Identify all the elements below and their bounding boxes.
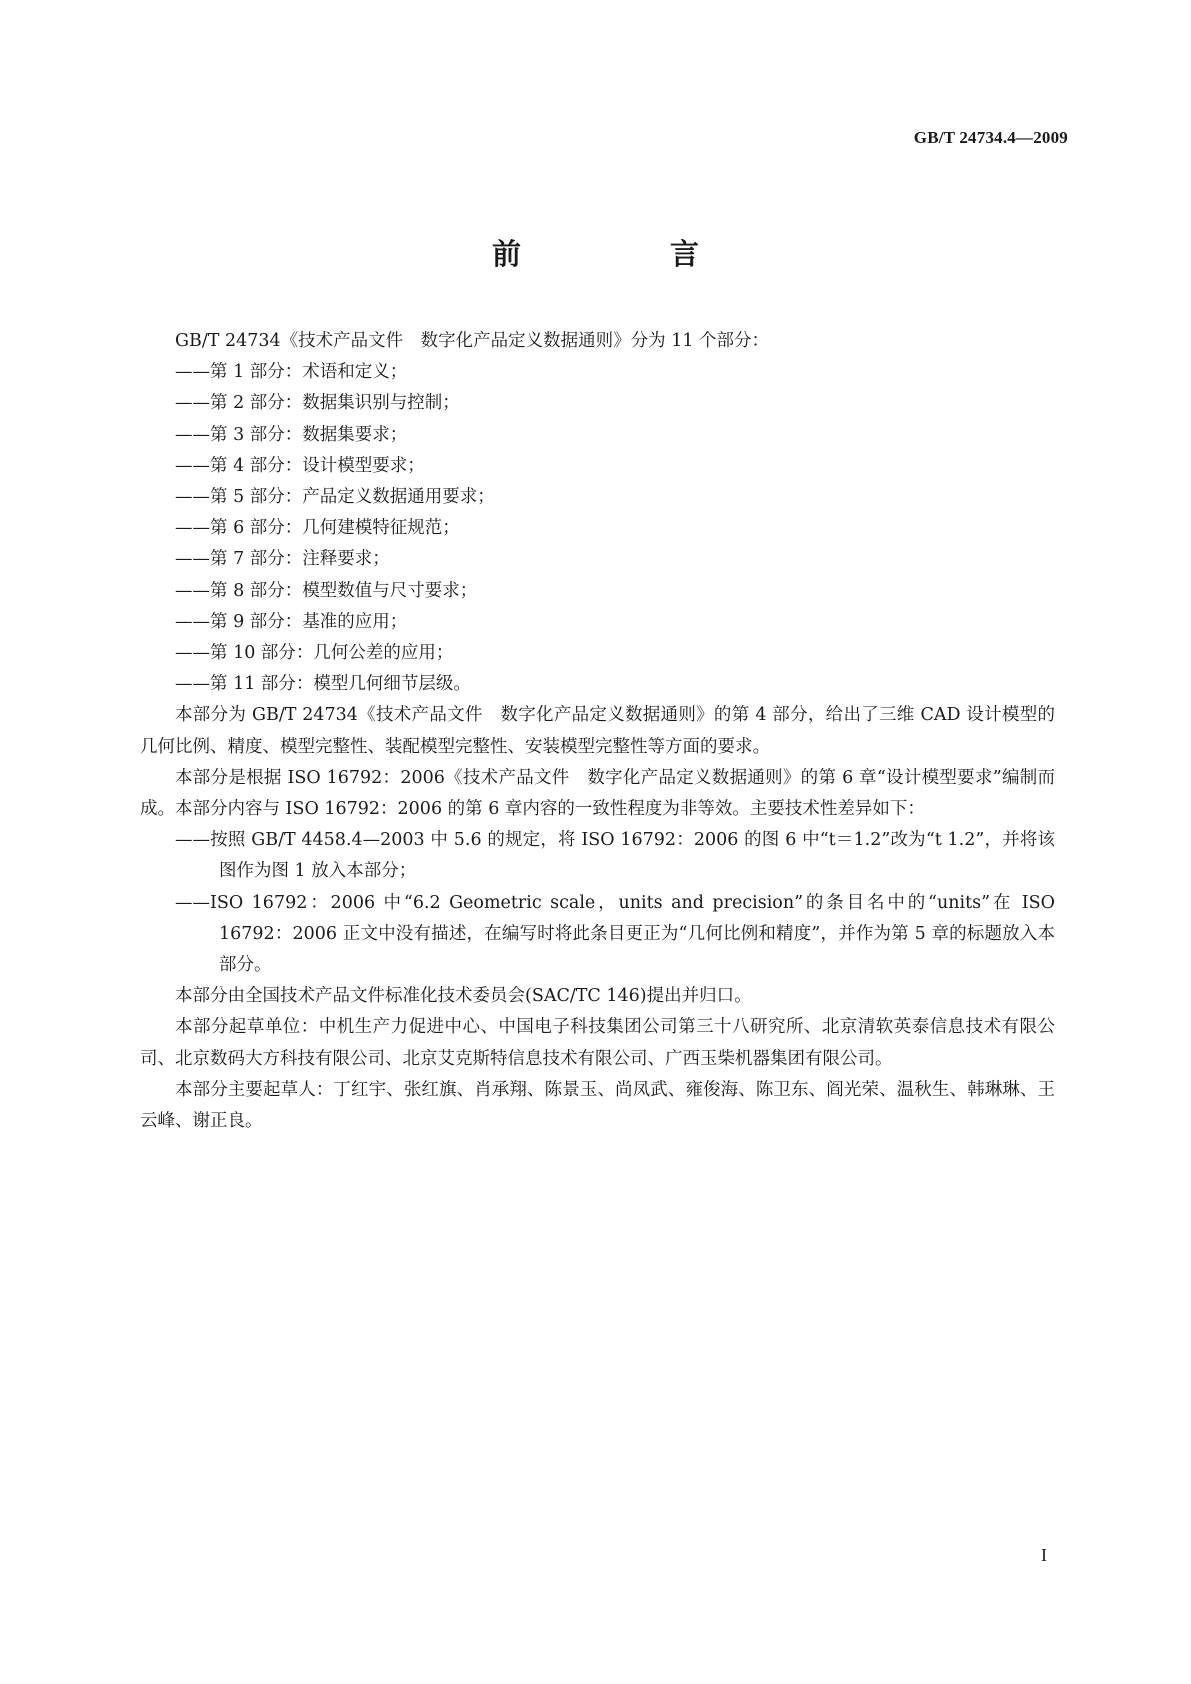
intro-paragraph: GB/T 24734《技术产品文件 数字化产品定义数据通则》分为 11 个部分： bbox=[175, 331, 770, 351]
list-item: ——第 2 部分：数据集识别与控制； bbox=[175, 393, 460, 414]
drafting-units-paragraph: 本部分起草单位：中机生产力促进中心、中国电子科技集团公司第三十八研究所、北京清软英泰信息技术有限公司、北京数码大方科技有限公司、北京艾克斯特信息技术有限公司、广西玉柴机器集团有限公司。 bbox=[140, 1017, 1055, 1069]
standard-code: GB/T 24734.4—2009 bbox=[913, 128, 1068, 147]
list-item: ——第 4 部分：设计模型要求； bbox=[175, 455, 425, 476]
proposed-paragraph: 本部分由全国技术产品文件标准化技术委员会(SAC/TC 146)提出并归口。 bbox=[175, 986, 752, 1007]
list-item: ——第 8 部分：模型数值与尺寸要求； bbox=[175, 580, 478, 601]
foreword-body bbox=[140, 326, 1055, 1137]
page-title: 前 言 bbox=[491, 237, 759, 271]
drafters-paragraph: 本部分主要起草人：丁红宇、张红旗、肖承翔、陈景玉、尚凤武、雍俊海、陈卫东、阎光荣、温秋生、韩琳琳、王云峰、谢正良。 bbox=[140, 1079, 1055, 1132]
list-item: ——第 5 部分：产品定义数据通用要求； bbox=[175, 487, 495, 508]
differences-list bbox=[140, 825, 1055, 981]
list-item: ——第 1 部分：术语和定义； bbox=[175, 362, 408, 383]
list-item: ——按照 GB/T 4458.4—2003 中 5.6 的规定，将 ISO 16792：2006 的图 6 中“t＝1.2”改为“t 1.2”，并将该图作为图 1 放入本部分； bbox=[175, 830, 1055, 882]
page-number: I bbox=[1041, 1545, 1047, 1565]
list-item: ——第 9 部分：基准的应用； bbox=[175, 611, 408, 632]
scope-paragraph: 本部分为 GB/T 24734《技术产品文件 数字化产品定义数据通则》的第 4 部分，给出了三维 CAD 设计模型的几何比例、精度、模型完整性、装配模型完整性、安装模型完整性等方面的要求。 bbox=[140, 705, 1055, 757]
list-item: ——第 7 部分：注释要求； bbox=[175, 549, 390, 570]
parts-list bbox=[140, 357, 1055, 700]
list-item: ——第 3 部分：数据集要求； bbox=[175, 424, 408, 445]
list-item: ——ISO 16792：2006 中“6.2 Geometric scale，units and precision”的条目名中的“units”在 ISO 16792：2006 正文中没有描述，在编写时将此条目更正为“几何比例和精度”，并作为第 5 章的标题放入本部分。 bbox=[175, 892, 1055, 976]
list-item: ——第 6 部分：几何建模特征规范； bbox=[175, 518, 460, 539]
list-item: ——第 11 部分：模型几何细节层级。 bbox=[175, 674, 471, 695]
list-item: ——第 10 部分：几何公差的应用； bbox=[175, 643, 454, 664]
basis-paragraph: 本部分是根据 ISO 16792：2006《技术产品文件 数字化产品定义数据通则》的第 6 章“设计模型要求”编制而成。本部分内容与 ISO 16792：2006 的第 6 章内容的一致性程度为非等效。主要技术性差异如下： bbox=[140, 767, 1055, 820]
